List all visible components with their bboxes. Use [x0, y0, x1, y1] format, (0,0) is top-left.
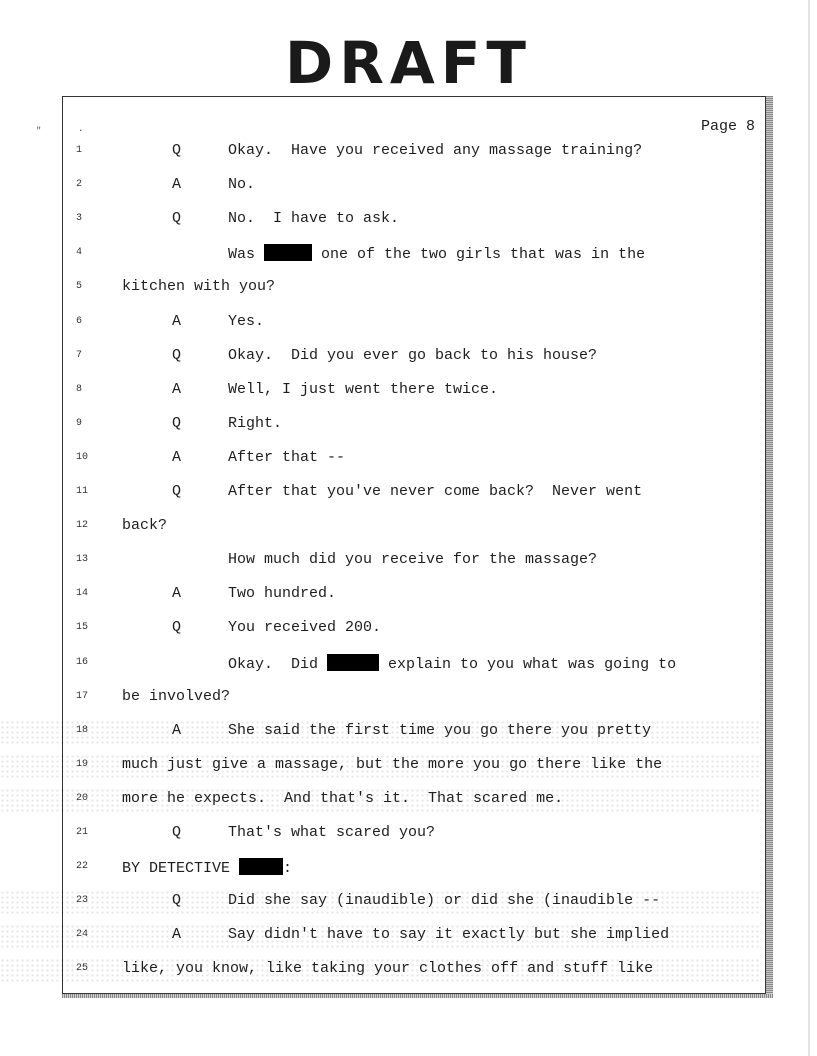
- line-number: 21: [76, 827, 89, 838]
- line-number: 7: [76, 349, 83, 361]
- transcript-line: [0, 311, 760, 335]
- speaker-label: Q: [172, 210, 182, 228]
- speaker-label: A: [172, 176, 182, 194]
- speaker-label: A: [172, 585, 182, 603]
- transcript-line: [0, 652, 760, 676]
- line-text: Say didn't have to say it exactly but she implied: [228, 926, 670, 944]
- speaker-label: Q: [172, 142, 182, 159]
- text-before-redaction: Okay. Did: [228, 655, 328, 673]
- line-number: 20: [76, 792, 89, 804]
- transcript-line: [0, 720, 760, 744]
- line-number: 25: [76, 963, 89, 975]
- transcript-line: [0, 413, 760, 437]
- speaker-label: A: [172, 926, 182, 944]
- transcript-line: [0, 208, 760, 232]
- transcript-line: [0, 958, 760, 982]
- frame-right-edge: [766, 96, 773, 998]
- speaker-label: Q: [172, 619, 182, 637]
- line-text: She said the first time you go there you pretty: [228, 721, 652, 739]
- line-number: 23: [76, 895, 89, 907]
- speaker-label: Q: [172, 346, 182, 364]
- transcript-line: [0, 515, 760, 539]
- draft-watermark: DRAFT: [285, 29, 532, 97]
- transcript-line: [0, 822, 760, 846]
- transcript-line: [0, 754, 760, 778]
- line-number: 8: [76, 383, 83, 395]
- line-number: 14: [76, 588, 89, 600]
- line-text: No. I have to ask.: [228, 210, 400, 228]
- speaker-label: A: [172, 721, 182, 739]
- line-text: be involved?: [122, 687, 231, 705]
- line-number: 10: [76, 451, 89, 463]
- line-text: Two hundred.: [228, 585, 337, 603]
- transcript-line: [0, 447, 760, 471]
- transcript-line: [0, 856, 760, 880]
- line-text: back?: [122, 517, 168, 535]
- transcript-line: [0, 242, 760, 266]
- speaker-label: A: [172, 312, 182, 330]
- speaker-label: Q: [172, 414, 182, 432]
- line-text: Well, I just went there twice.: [228, 380, 499, 398]
- transcript-line: [0, 345, 760, 369]
- transcript-line: [0, 788, 760, 812]
- transcript-line: [0, 379, 760, 403]
- line-text: Yes.: [228, 312, 265, 330]
- transcript-line: [0, 583, 760, 607]
- page-number: Page 8: [700, 118, 755, 135]
- line-text: [228, 654, 676, 673]
- transcript-line: [0, 549, 760, 573]
- line-number: 2: [76, 179, 83, 191]
- line-text: After that you've never come back? Never went: [228, 483, 643, 500]
- line-text: After that --: [228, 448, 346, 466]
- line-text: That's what scared you?: [228, 824, 436, 841]
- text-after-redaction: one of the two girls that was in the: [312, 246, 646, 264]
- text-before-redaction: BY DETECTIVE: [122, 860, 240, 878]
- transcript-line: [0, 174, 760, 198]
- line-text: Did she say (inaudible) or did she (inaudible --: [228, 892, 661, 910]
- line-text: Okay. Did you ever go back to his house?: [228, 346, 598, 364]
- line-text: kitchen with you?: [122, 278, 276, 296]
- line-zero-mark: .: [78, 124, 84, 134]
- line-text: Right.: [228, 414, 283, 432]
- speaker-label: Q: [172, 824, 182, 841]
- speaker-label: A: [172, 380, 182, 398]
- line-number: 5: [76, 281, 83, 293]
- transcript-line: [0, 924, 760, 948]
- margin-mark: ": [36, 126, 42, 136]
- line-text: How much did you receive for the massage?: [228, 551, 598, 569]
- transcript-line: [0, 617, 760, 641]
- line-number: 19: [76, 758, 89, 770]
- line-number: 13: [76, 554, 89, 566]
- line-text: Okay. Have you received any massage training?: [228, 142, 643, 159]
- line-number: 9: [76, 417, 83, 429]
- line-text: You received 200.: [228, 619, 382, 637]
- text-before-redaction: Was: [228, 246, 265, 264]
- text-after-redaction: :: [283, 860, 293, 878]
- line-text: [122, 858, 292, 877]
- transcript-line: [0, 686, 760, 710]
- line-text: [228, 244, 645, 263]
- line-text: No.: [228, 176, 256, 194]
- line-number: 17: [76, 690, 89, 702]
- line-number: 18: [76, 724, 89, 736]
- speaker-label: A: [172, 448, 182, 466]
- speaker-label: Q: [172, 483, 182, 500]
- line-number: 16: [76, 656, 89, 668]
- frame-bottom-edge: [62, 994, 773, 998]
- transcript-line: [0, 276, 760, 300]
- line-number: 11: [76, 486, 89, 497]
- text-after-redaction: explain to you what was going to: [379, 655, 677, 673]
- transcript-line: [0, 140, 760, 164]
- transcript-line: [0, 890, 760, 914]
- redaction-box: [264, 244, 312, 261]
- line-number: 4: [76, 247, 83, 259]
- redaction-box: [327, 654, 379, 671]
- line-text: more he expects. And that's it. That scared me.: [122, 789, 564, 807]
- line-number: 1: [76, 145, 83, 156]
- transcript-line: [0, 481, 760, 505]
- line-number: 6: [76, 315, 83, 327]
- line-number: 24: [76, 929, 89, 941]
- line-number: 3: [76, 213, 83, 225]
- redaction-box: [239, 858, 283, 875]
- speaker-label: Q: [172, 892, 182, 910]
- line-number: 15: [76, 622, 89, 634]
- line-number: 12: [76, 520, 89, 532]
- page-edge: [808, 0, 810, 1056]
- line-number: 22: [76, 861, 89, 873]
- line-text: like, you know, like taking your clothes off and stuff like: [122, 960, 654, 978]
- line-text: much just give a massage, but the more you go there like the: [122, 755, 663, 773]
